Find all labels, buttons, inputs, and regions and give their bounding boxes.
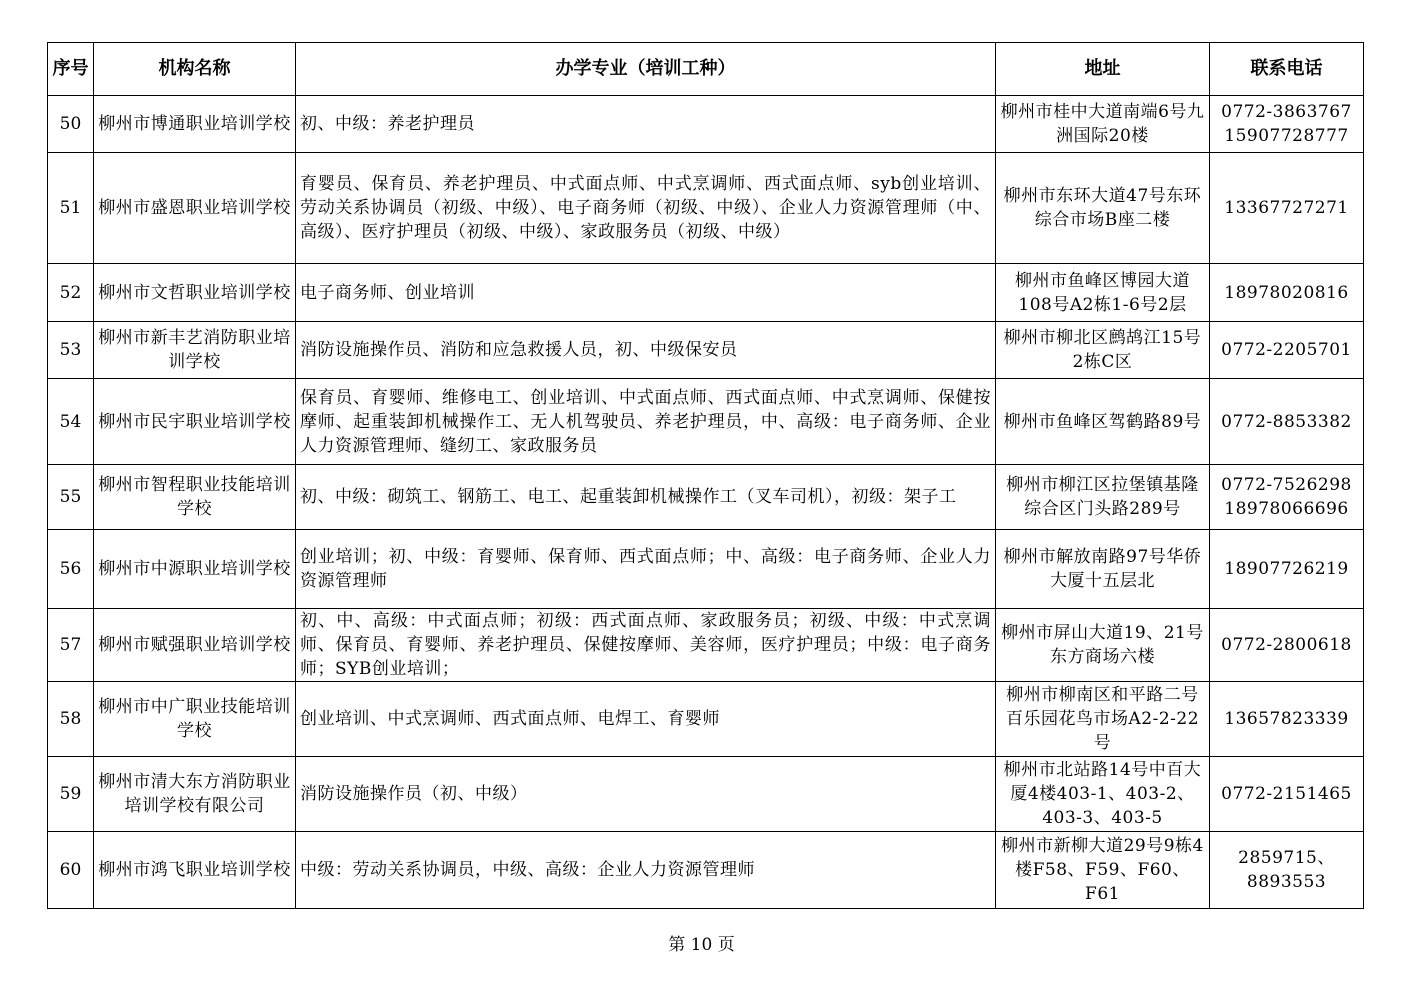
header-no: 序号 [48,43,94,96]
row-major: 保育员、育婴师、维修电工、创业培训、中式面点师、西式面点师、中式烹调师、保健按摩师、起重装卸机械操作工、无人机驾驶员、养老护理员，中、高级：电子商务师、企业人力资源管理师、缝纫工、家政服务员 [296,379,996,465]
table-row [48,264,1364,322]
table-row [48,530,1364,609]
row-no: 57 [48,609,94,682]
row-address: 柳州市鱼峰区博园大道108号A2栋1-6号2层 [996,264,1210,322]
row-no: 51 [48,153,94,264]
row-name: 柳州市盛恩职业培训学校 [94,153,296,264]
page-number: 第 10 页 [668,935,735,955]
row-no: 53 [48,322,94,379]
table-row [48,757,1364,832]
row-name: 柳州市中源职业培训学校 [94,530,296,609]
row-phone: 13657823339 [1210,682,1364,757]
row-major: 电子商务师、创业培训 [296,264,996,322]
row-phone: 18978020816 [1210,264,1364,322]
row-name: 柳州市民宇职业培训学校 [94,379,296,465]
row-name: 柳州市清大东方消防职业培训学校有限公司 [94,757,296,832]
row-address: 柳州市东环大道47号东环综合市场B座二楼 [996,153,1210,264]
row-name: 柳州市智程职业技能培训学校 [94,465,296,530]
row-address: 柳州市北站路14号中百大厦4楼403-1、403-2、403-3、403-5 [996,757,1210,832]
row-name: 柳州市中广职业技能培训学校 [94,682,296,757]
table-row [48,322,1364,379]
row-phone: 0772-2151465 [1210,757,1364,832]
row-major: 育婴员、保育员、养老护理员、中式面点师、中式烹调师、西式面点师、syb创业培训、劳动关系协调员（初级、中级）、电子商务师（初级、中级）、企业人力资源管理师（中、高级）、医疗护理员（初级、中级）、家政服务员（初级、中级） [296,153,996,264]
row-address: 柳州市新柳大道29号9栋4楼F58、F59、F60、F61 [996,832,1210,909]
row-no: 56 [48,530,94,609]
row-no: 54 [48,379,94,465]
row-phone: 0772-8853382 [1210,379,1364,465]
row-name: 柳州市新丰艺消防职业培训学校 [94,322,296,379]
table-header-row [48,43,1364,96]
header-major: 办学专业（培训工种） [296,43,996,96]
row-address: 柳州市鱼峰区驾鹤路89号 [996,379,1210,465]
header-name: 机构名称 [94,43,296,96]
row-no: 55 [48,465,94,530]
row-phone: 0772-7526298 18978066696 [1210,465,1364,530]
row-address: 柳州市柳北区鹧鸪江15号2栋C区 [996,322,1210,379]
table-row [48,379,1364,465]
row-phone: 0772-2205701 [1210,322,1364,379]
row-address: 柳州市柳江区拉堡镇基隆综合区门头路289号 [996,465,1210,530]
row-major: 初、中、高级：中式面点师；初级：西式面点师、家政服务员；初级、中级：中式烹调师、保育员、育婴师、养老护理员、保健按摩师、美容师，医疗护理员；中级：电子商务师；SYB创业培训； [296,609,996,682]
row-major: 中级：劳动关系协调员，中级、高级：企业人力资源管理师 [296,832,996,909]
row-major: 消防设施操作员（初、中级） [296,757,996,832]
row-major: 初、中级：养老护理员 [296,96,996,153]
row-phone: 0772-3863767 15907728777 [1210,96,1364,153]
row-phone: 0772-2800618 [1210,609,1364,682]
row-no: 59 [48,757,94,832]
row-address: 柳州市解放南路97号华侨大厦十五层北 [996,530,1210,609]
row-address: 柳州市屏山大道19、21号东方商场六楼 [996,609,1210,682]
table-row [48,832,1364,909]
row-no: 52 [48,264,94,322]
header-address: 地址 [996,43,1210,96]
table-row [48,96,1364,153]
row-major: 初、中级：砌筑工、钢筋工、电工、起重装卸机械操作工（叉车司机），初级：架子工 [296,465,996,530]
row-address: 柳州市柳南区和平路二号百乐园花鸟市场A2-2-22号 [996,682,1210,757]
row-major: 创业培训；初、中级：育婴师、保育师、西式面点师；中、高级：电子商务师、企业人力资源管理师 [296,530,996,609]
row-address: 柳州市桂中大道南端6号九洲国际20楼 [996,96,1210,153]
row-name: 柳州市赋强职业培训学校 [94,609,296,682]
row-phone: 18907726219 [1210,530,1364,609]
row-phone: 2859715、 8893553 [1210,832,1364,909]
row-name: 柳州市文哲职业培训学校 [94,264,296,322]
institution-table [47,42,1364,909]
row-no: 58 [48,682,94,757]
row-no: 60 [48,832,94,909]
row-name: 柳州市博通职业培训学校 [94,96,296,153]
row-name: 柳州市鸿飞职业培训学校 [94,832,296,909]
row-major: 创业培训、中式烹调师、西式面点师、电焊工、育婴师 [296,682,996,757]
table-row [48,682,1364,757]
table-row [48,465,1364,530]
row-major: 消防设施操作员、消防和应急救援人员，初、中级保安员 [296,322,996,379]
table-row [48,153,1364,264]
row-no: 50 [48,96,94,153]
table-row [48,609,1364,682]
row-phone: 13367727271 [1210,153,1364,264]
header-phone: 联系电话 [1210,43,1364,96]
